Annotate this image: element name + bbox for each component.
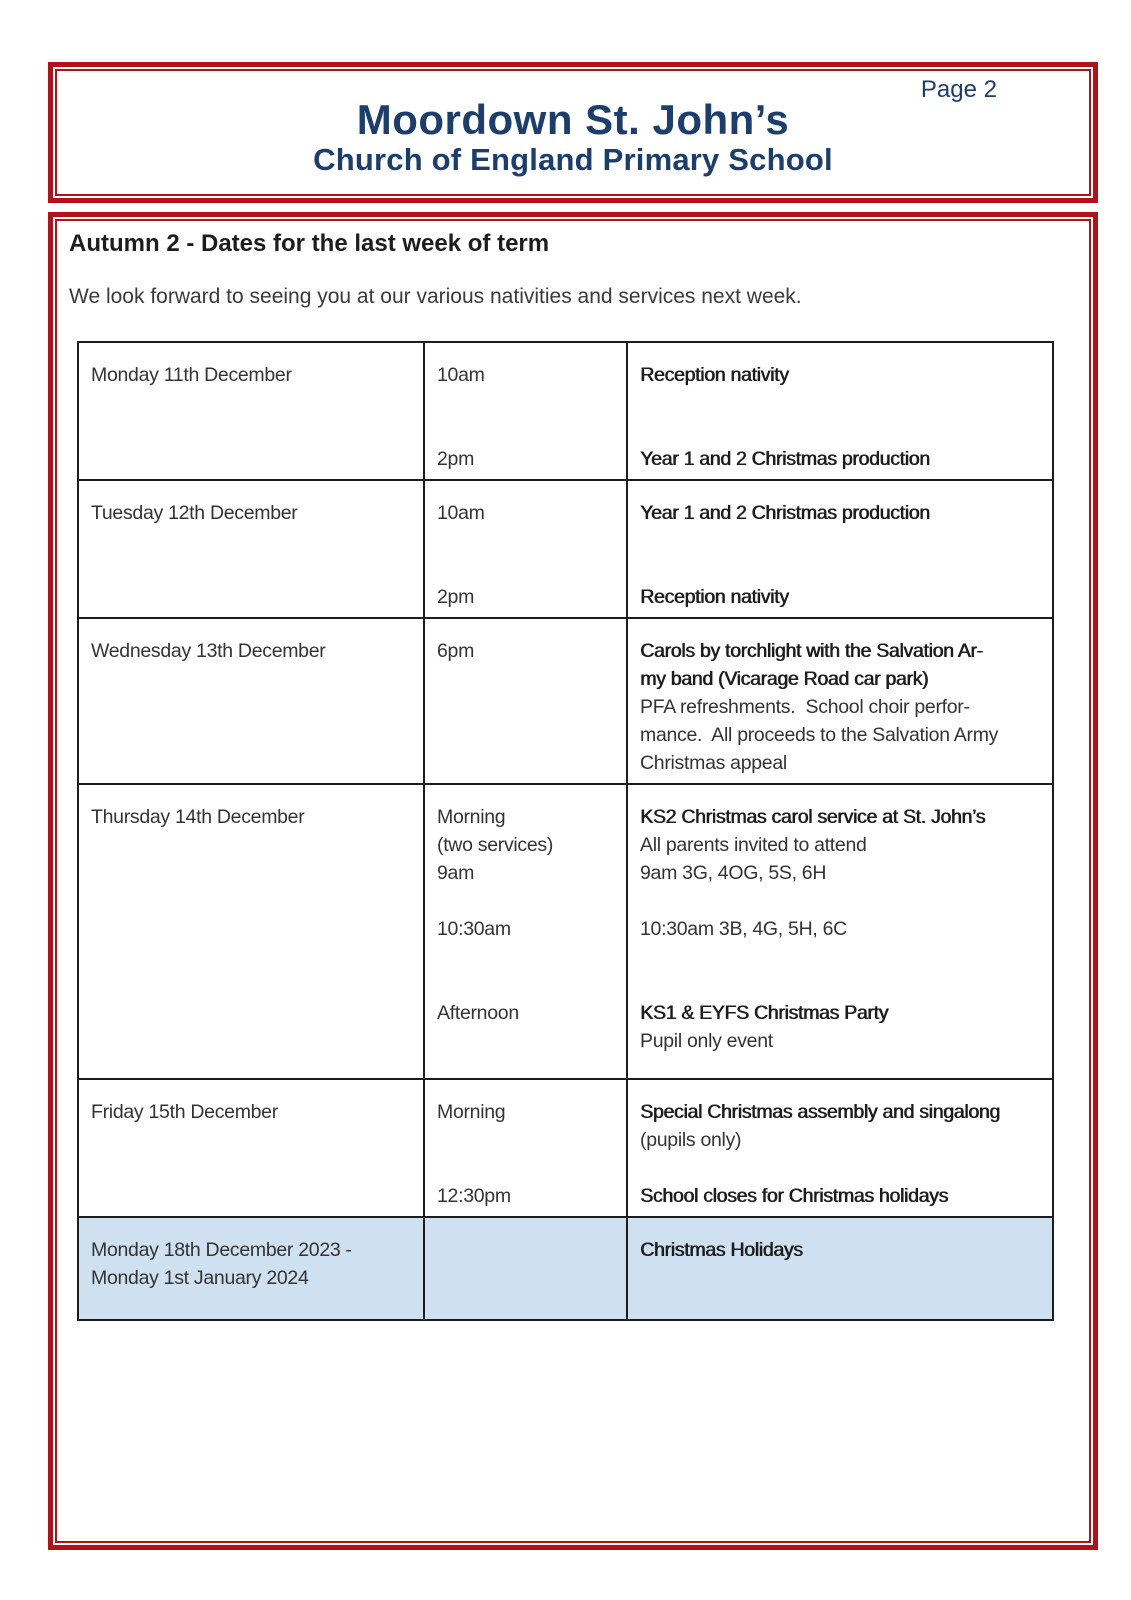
cell-line — [640, 943, 1046, 971]
cell-line: Christmas appeal — [640, 752, 787, 774]
event-title-line: Special Christmas assembly and singalong — [640, 1101, 1000, 1123]
date-cell — [78, 480, 424, 618]
events-table — [77, 341, 1054, 1321]
event-cell — [627, 480, 1053, 618]
cell-line — [437, 1154, 620, 1182]
event-title-line: Year 1 and 2 Christmas production — [640, 502, 930, 524]
table-row — [78, 1079, 1053, 1217]
cell-line: Friday 15th December — [91, 1101, 278, 1123]
page-number: Page 2 — [920, 76, 997, 103]
event-title-line: Year 1 and 2 Christmas production — [640, 448, 930, 470]
school-title: Moordown St. John’s — [356, 96, 790, 143]
cell-line: Tuesday 12th December — [91, 502, 298, 524]
cell-line: All parents invited to attend — [640, 834, 867, 856]
cell-line: 9am 3G, 4OG, 5S, 6H — [640, 862, 827, 884]
cell-line: Morning — [437, 806, 506, 828]
date-cell — [78, 342, 424, 480]
event-title-line: Reception nativity — [640, 364, 789, 386]
cell-line — [640, 887, 1046, 915]
event-title-line: my band (Vicarage Road car park) — [640, 668, 929, 690]
event-title-line: KS2 Christmas carol service at St. John’s — [640, 806, 985, 828]
event-title-line: Carols by torchlight with the Salvation Ar- — [640, 640, 983, 662]
cell-line: Afternoon — [437, 1002, 519, 1024]
event-cell — [627, 1079, 1053, 1217]
time-cell — [424, 618, 627, 784]
cell-line: Monday 11th December — [91, 364, 292, 386]
cell-line: (pupils only) — [640, 1129, 742, 1151]
cell-line: Pupil only event — [640, 1030, 773, 1052]
cell-line: mance. All proceeds to the Salvation Army — [640, 724, 999, 746]
date-cell — [78, 1217, 424, 1320]
content-area — [57, 221, 1089, 1321]
date-cell — [78, 784, 424, 1079]
cell-line — [437, 555, 620, 583]
cell-line: (two services) — [437, 834, 554, 856]
time-cell — [424, 1217, 627, 1320]
cell-line — [640, 971, 1046, 999]
event-title-line: Reception nativity — [640, 586, 789, 608]
cell-line — [437, 417, 620, 445]
event-cell — [627, 784, 1053, 1079]
cell-line: 10:30am — [437, 918, 511, 940]
cell-line: 6pm — [437, 640, 475, 662]
header-frame — [48, 62, 1098, 203]
time-cell — [424, 1079, 627, 1217]
table-row — [78, 342, 1053, 480]
events-table-body — [78, 342, 1053, 1320]
cell-line: Monday 1st January 2024 — [91, 1267, 309, 1289]
event-cell — [627, 618, 1053, 784]
cell-line — [437, 1126, 620, 1154]
cell-line — [640, 527, 1046, 555]
school-subtitle: Church of England Primary School — [313, 142, 833, 177]
table-row — [78, 1217, 1053, 1320]
section-intro: We look forward to seeing you at our various nativities and services next week. — [69, 285, 802, 308]
time-cell — [424, 342, 627, 480]
cell-line — [640, 389, 1046, 417]
cell-line: 10:30am 3B, 4G, 5H, 6C — [640, 918, 847, 940]
time-cell — [424, 784, 627, 1079]
cell-line: 2pm — [437, 448, 475, 470]
event-cell — [627, 1217, 1053, 1320]
event-title-line: KS1 & EYFS Christmas Party — [640, 1002, 888, 1024]
cell-line: 9am — [437, 862, 475, 884]
section-heading: Autumn 2 - Dates for the last week of term — [69, 230, 550, 257]
event-cell — [627, 342, 1053, 480]
cell-line: Thursday 14th December — [91, 806, 305, 828]
cell-line: 10am — [437, 502, 485, 524]
event-title-line: Christmas Holidays — [640, 1239, 803, 1261]
table-row — [78, 784, 1053, 1079]
cell-line: Wednesday 13th December — [91, 640, 326, 662]
cell-line: Morning — [437, 1101, 506, 1123]
cell-line — [640, 1154, 1046, 1182]
cell-line — [437, 527, 620, 555]
cell-line: 12:30pm — [437, 1185, 511, 1207]
cell-line — [437, 971, 620, 999]
table-row — [78, 618, 1053, 784]
cell-line: 10am — [437, 364, 485, 386]
event-title-line: School closes for Christmas holidays — [640, 1185, 948, 1207]
date-cell — [78, 1079, 424, 1217]
cell-line — [437, 389, 620, 417]
date-cell — [78, 618, 424, 784]
table-row — [78, 480, 1053, 618]
cell-line: 2pm — [437, 586, 475, 608]
content-frame-inner — [55, 219, 1091, 1543]
cell-line — [437, 943, 620, 971]
cell-line — [437, 887, 620, 915]
cell-line — [640, 417, 1046, 445]
cell-line: Monday 18th December 2023 - — [91, 1239, 352, 1261]
cell-line: PFA refreshments. School choir perfor- — [640, 696, 970, 718]
content-frame — [48, 212, 1098, 1550]
header-frame-inner — [55, 69, 1091, 196]
time-cell — [424, 480, 627, 618]
cell-line — [640, 555, 1046, 583]
